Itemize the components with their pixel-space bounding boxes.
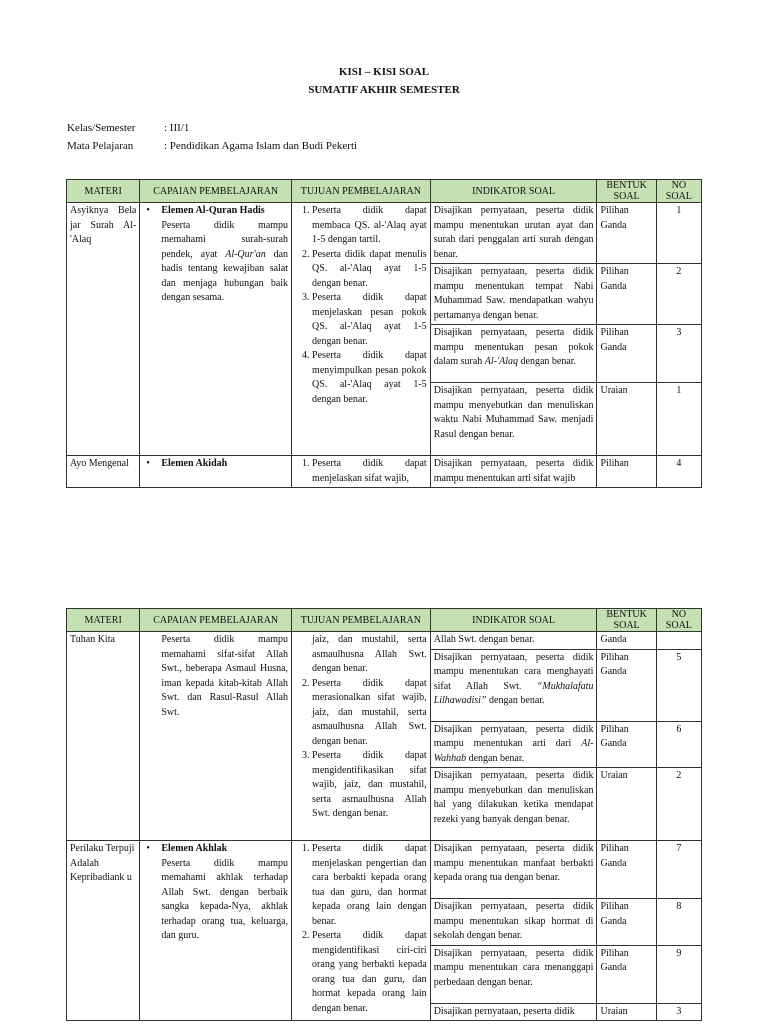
bentuk-cell bbox=[597, 841, 656, 899]
tujuan-list bbox=[295, 677, 427, 822]
indikator-cell: Disajikan pernyataan, peserta didik mampu menentukan manfaat berbakti kepada orang tua dengan benar. bbox=[430, 841, 597, 899]
kisi-table-page-1 bbox=[66, 179, 702, 488]
meta-value: : III/1 bbox=[164, 122, 190, 134]
col-no-line1: NO bbox=[671, 609, 687, 620]
tujuan-item: 2. Peserta didik dapat menulis QS. al-'Alaq ayat 1-5 dengan benar. bbox=[312, 248, 427, 292]
bentuk-cell: Uraian bbox=[597, 768, 656, 841]
bentuk-text: Pilihan bbox=[600, 723, 629, 735]
bentuk-text: Pilihan bbox=[600, 651, 629, 663]
bentuk-cell: Pilihan bbox=[597, 456, 656, 488]
materi-cell: Ayo Mengenal bbox=[67, 456, 140, 488]
no-cell: 9 bbox=[656, 945, 701, 1003]
col-bentuk-line2: SOAL bbox=[613, 620, 640, 631]
indikator-cell: Disajikan pernyataan, peserta didik mampu menyebutkan dan menuliskan hal yang dilakukan ketika mendapat rezeki yang banyak dengan benar. bbox=[430, 768, 597, 841]
no-cell: 2 bbox=[656, 264, 701, 325]
bentuk-cell bbox=[597, 945, 656, 1003]
col-no bbox=[656, 609, 701, 632]
capaian-body-text: Peserta didik mampu memahami surah-surah pendek, ayat bbox=[161, 219, 289, 260]
tujuan-cell bbox=[292, 841, 431, 1021]
indikator-cell bbox=[430, 649, 597, 721]
table-row bbox=[67, 203, 702, 264]
col-indikator: INDIKATOR SOAL bbox=[430, 609, 597, 632]
materi-cell bbox=[67, 203, 140, 456]
capaian-heading-text: Elemen Akhlak bbox=[161, 843, 228, 854]
table-row bbox=[67, 632, 702, 650]
meta-value: : Pendidikan Agama Islam dan Budi Pekerti bbox=[164, 140, 358, 152]
col-indikator: INDIKATOR SOAL bbox=[430, 180, 597, 203]
document-title: KISI – KISI SOAL bbox=[338, 66, 430, 78]
bentuk-text: Pilihan bbox=[600, 205, 629, 216]
bentuk-cell: Ganda bbox=[597, 632, 656, 650]
capaian-heading-text: Elemen Akidah bbox=[161, 458, 228, 469]
tujuan-item: 4. Peserta didik dapat menyimpulkan pesan pokok QS. al-'Alaq ayat 1-5 dengan benar. bbox=[312, 349, 427, 407]
capaian-heading bbox=[143, 842, 288, 857]
no-cell: 3 bbox=[656, 325, 701, 383]
tujuan-item: 2. Peserta didik dapat mengidentifikasi ciri-ciri orang yang berbakti kepada orang tua dan guru, dan hormat kepada orang lain dengan benar. bbox=[312, 929, 427, 1016]
meta-label: Mata Pelajaran bbox=[67, 140, 134, 152]
col-bentuk-line1: BENTUK bbox=[606, 180, 647, 191]
capaian-body-em: Al-Qur'an bbox=[225, 248, 266, 260]
tujuan-list bbox=[295, 457, 427, 486]
indikator-cell: Disajikan pernyataan, peserta didik mampu menentukan tempat Nabi Muhammad Saw. mendapatkan wahyu pertamanya dengan benar. bbox=[430, 264, 597, 325]
no-cell: 1 bbox=[656, 203, 701, 264]
indikator-cell: Allah Swt. dengan benar. bbox=[430, 632, 597, 650]
bentuk-text: Ganda bbox=[600, 738, 627, 749]
capaian-body-text: dan hadis tentang kewajiban salat dan menjaga hubungan baik dengan sesama. bbox=[161, 248, 289, 303]
meta-kelas bbox=[67, 122, 189, 134]
tujuan-list bbox=[295, 842, 427, 1016]
bentuk-cell: Uraian bbox=[597, 1003, 656, 1021]
col-materi: MATERI bbox=[67, 180, 140, 203]
tujuan-cell bbox=[292, 456, 431, 488]
materi-text: Asyiknya Bela jar Surah Al-'Alaq bbox=[70, 205, 137, 245]
capaian-cell bbox=[140, 841, 292, 1021]
no-cell: 8 bbox=[656, 899, 701, 946]
col-tujuan: TUJUAN PEMBELAJARAN bbox=[292, 180, 431, 203]
indikator-cell: Disajikan pernyataan, peserta didik mampu menentukan arti sifat wajib bbox=[430, 456, 597, 488]
document-subtitle: SUMATIF AKHIR SEMESTER bbox=[308, 84, 460, 96]
bentuk-text: Pilihan bbox=[600, 843, 629, 854]
indikator-text: dengan benar. bbox=[468, 752, 525, 764]
bentuk-text: Ganda bbox=[600, 341, 627, 353]
bullet-icon: • bbox=[146, 843, 150, 854]
indikator-text: Disajikan pernyataan, peserta didik mampu menentukan cara menghayati sifat Allah Swt. bbox=[433, 651, 594, 692]
table-header-row bbox=[67, 180, 702, 203]
indikator-text: Disajikan pernyataan, peserta didik mampu menentukan pesan pokok dalam surah bbox=[433, 327, 594, 367]
bentuk-text: Ganda bbox=[600, 962, 627, 973]
col-tujuan: TUJUAN PEMBELAJARAN bbox=[292, 609, 431, 632]
tujuan-cell bbox=[292, 203, 431, 456]
indikator-em: Al-Wahhab bbox=[433, 738, 594, 764]
col-bentuk-line2: SOAL bbox=[613, 191, 640, 202]
col-no-line1: NO bbox=[671, 180, 687, 191]
capaian-cell bbox=[140, 632, 292, 841]
kisi-table-page-2 bbox=[66, 608, 702, 1021]
bentuk-cell bbox=[597, 264, 656, 325]
capaian-heading-text: Elemen Al-Quran Hadis bbox=[161, 205, 265, 216]
bentuk-text: Ganda bbox=[600, 915, 627, 927]
indikator-text: dengan benar. bbox=[520, 356, 577, 367]
bentuk-text: Pilihan bbox=[600, 266, 629, 277]
indikator-text: Disajikan pernyataan, peserta didik mampu menentukan arti dari bbox=[433, 723, 594, 749]
col-capaian: CAPAIAN PEMBELAJARAN bbox=[140, 609, 292, 632]
bentuk-cell bbox=[597, 899, 656, 946]
tujuan-continuation: jaiz, dan mustahil, serta asmaulhusna Allah Swt. dengan benar. bbox=[312, 634, 427, 674]
tujuan-item: 1. Peserta didik dapat menjelaskan pengertian dan cara berbakti kepada orang tua dan guru, dan hormat kepada orang lain dengan benar. bbox=[312, 842, 427, 929]
no-cell: 7 bbox=[656, 841, 701, 899]
bentuk-cell bbox=[597, 325, 656, 383]
indikator-text: dengan benar. bbox=[489, 695, 545, 706]
capaian-body: Peserta didik mampu memahami sifat-sifat Allah Swt., beberapa Asmaul Husna, iman kepada kitab-kitab Allah Swt. dan Rasul-Rasul Allah Swt. bbox=[161, 634, 289, 718]
no-cell bbox=[656, 632, 701, 650]
col-bentuk-line1: BENTUK bbox=[606, 609, 647, 620]
tujuan-list bbox=[295, 204, 427, 407]
col-bentuk bbox=[597, 180, 656, 203]
col-materi: MATERI bbox=[67, 609, 140, 632]
table-row bbox=[67, 841, 702, 899]
col-capaian: CAPAIAN PEMBELAJARAN bbox=[140, 180, 292, 203]
no-cell: 1 bbox=[656, 383, 701, 456]
bentuk-text: Ganda bbox=[600, 857, 627, 869]
materi-cell: Perilaku Terpuji Adalah Kepribadiank u bbox=[67, 841, 140, 1021]
indikator-em: “Mukhalafatu Lilhawadisi” bbox=[433, 680, 594, 706]
bentuk-text: Ganda bbox=[600, 280, 627, 292]
no-cell: 3 bbox=[656, 1003, 701, 1021]
bentuk-cell bbox=[597, 203, 656, 264]
materi-cell: Tuhan Kita bbox=[67, 632, 140, 841]
bentuk-text: Ganda bbox=[600, 219, 627, 231]
bentuk-cell bbox=[597, 721, 656, 768]
capaian-body: Peserta didik mampu memahami akhlak terhadap Allah Swt. dengan berbaik sangka kepada-Nya, akhlak terhadap orang tua, keluarga, dan guru. bbox=[161, 857, 289, 941]
indikator-cell: Disajikan pernyataan, peserta didik mampu menentukan sikap hormat di sekolah dengan benar. bbox=[430, 899, 597, 946]
bentuk-cell: Uraian bbox=[597, 383, 656, 456]
tujuan-item: 2. Peserta didik dapat merasionalkan sifat wajib, jaiz, dan mustahil, serta asmaulhusna Allah Swt. dengan benar. bbox=[312, 677, 427, 750]
indikator-cell: Disajikan pernyataan, peserta didik mampu menentukan cara menanggapi perbedaan dengan benar. bbox=[430, 945, 597, 1003]
tujuan-item: 3. Peserta didik dapat menjelaskan pesan pokok QS. al-'Alaq ayat 1-5 dengan benar. bbox=[312, 291, 427, 349]
indikator-cell bbox=[430, 721, 597, 768]
capaian-body bbox=[143, 219, 288, 306]
capaian-heading bbox=[143, 457, 288, 472]
bullet-icon: • bbox=[146, 458, 150, 469]
col-bentuk bbox=[597, 609, 656, 632]
col-no-line2: SOAL bbox=[665, 620, 692, 631]
indikator-em: Al-'Alaq bbox=[484, 356, 519, 367]
tujuan-cell bbox=[292, 632, 431, 841]
col-no bbox=[656, 180, 701, 203]
bentuk-text: Pilihan bbox=[600, 901, 629, 912]
no-cell: 4 bbox=[656, 456, 701, 488]
indikator-cell: Disajikan pernyataan, peserta didik mampu menyebutkan dan menuliskan waktu Nabi Muhammad Saw. menjadi Rasul dengan benar. bbox=[430, 383, 597, 456]
bentuk-text: Pilihan bbox=[600, 327, 629, 338]
indikator-cell: Disajikan pernyataan, peserta didik bbox=[430, 1003, 597, 1021]
bullet-icon: • bbox=[146, 205, 150, 216]
tujuan-item: 1. Peserta didik dapat membaca QS. al-'Alaq ayat 1-5 dengan tartil. bbox=[312, 204, 427, 248]
indikator-cell bbox=[430, 325, 597, 383]
no-cell: 6 bbox=[656, 721, 701, 768]
bentuk-cell bbox=[597, 649, 656, 721]
table-row bbox=[67, 456, 702, 488]
no-cell: 2 bbox=[656, 768, 701, 841]
no-cell: 5 bbox=[656, 649, 701, 721]
capaian-cell bbox=[140, 203, 292, 456]
meta-label: Kelas/Semester bbox=[67, 122, 136, 134]
indikator-cell: Disajikan pernyataan, peserta didik mampu menentukan urutan ayat dan surah dari penggalan arti surah dengan benar. bbox=[430, 203, 597, 264]
capaian-heading bbox=[143, 204, 288, 219]
bentuk-text: Ganda bbox=[600, 666, 627, 677]
meta-mapel bbox=[67, 140, 357, 152]
capaian-cell bbox=[140, 456, 292, 488]
bentuk-text: Pilihan bbox=[600, 947, 629, 959]
col-no-line2: SOAL bbox=[665, 191, 692, 202]
table-header-row bbox=[67, 609, 702, 632]
tujuan-item: 1. Peserta didik dapat menjelaskan sifat wajib, bbox=[312, 457, 427, 486]
tujuan-item: 3. Peserta didik dapat mengidentifikasikan sifat wajib, jaiz, dan mustahil, serta asmaulhusna Allah Swt. dengan benar. bbox=[312, 749, 427, 822]
